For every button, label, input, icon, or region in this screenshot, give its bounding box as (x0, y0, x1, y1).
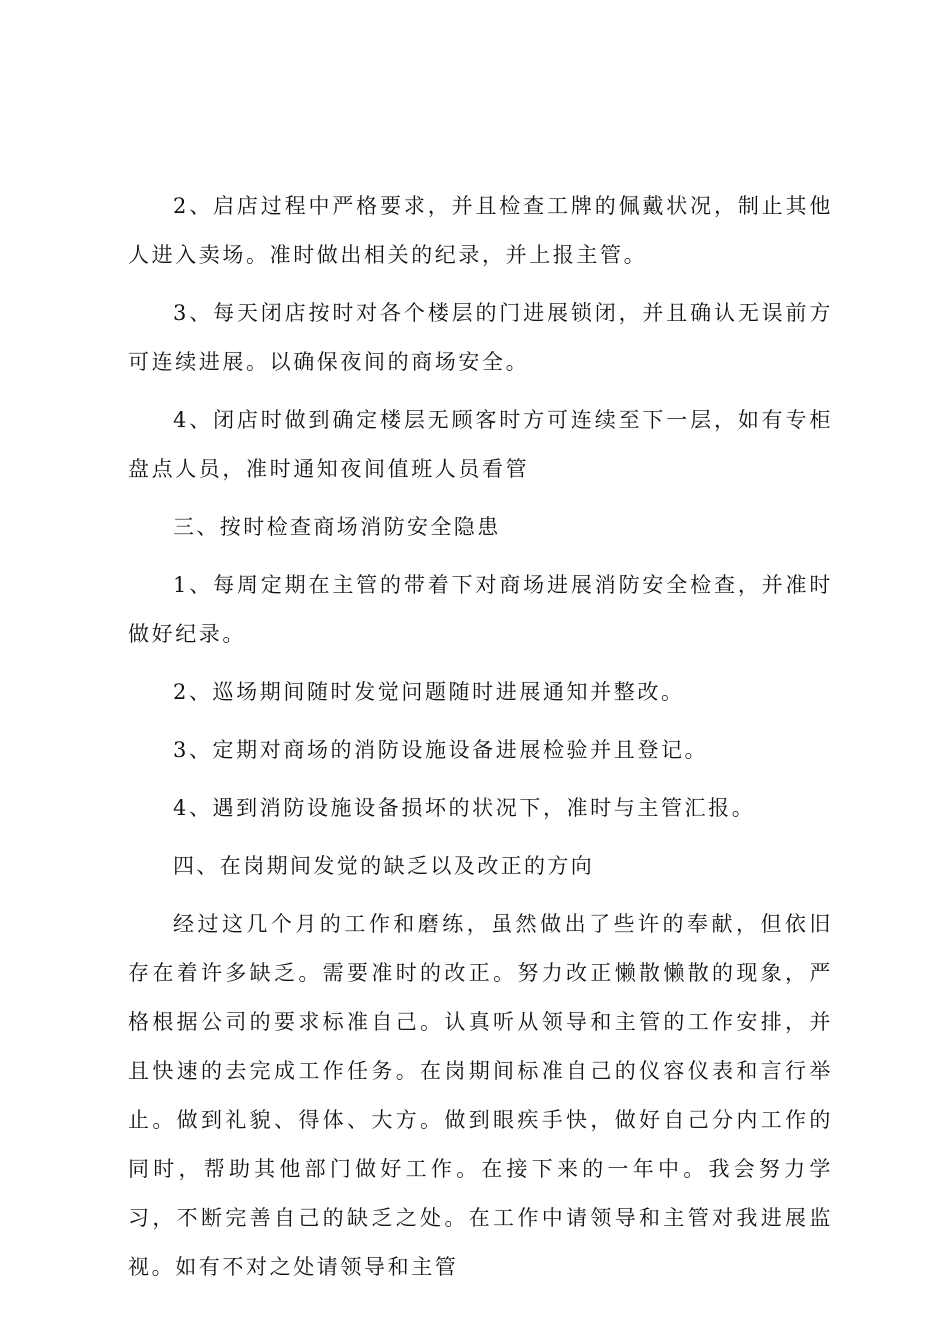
section-heading-3: 三、按时检查商场消防安全隐患 (173, 515, 501, 539)
paragraph-item-4: 4、闭店时做到确定楼层无顾客时方可连续至下一层，如有专柜盘点人员，准时通知夜间值班人员看管 (128, 408, 833, 481)
section-heading-4: 四、在岗期间发觉的缺乏以及改正的方向 (173, 854, 595, 878)
paragraph-fire-1: 1、每周定期在主管的带着下对商场进展消防安全检查，并准时做好纪录。 (128, 573, 833, 646)
paragraph-fire-3: 3、定期对商场的消防设施设备进展检验并且登记。 (173, 738, 709, 762)
document-body (128, 182, 833, 1301)
paragraph-summary: 经过这几个月的工作和磨练，虽然做出了些许的奉献，但依旧存在着许多缺乏。需要准时的改正。努力改正懒散懒散的现象，严格根据公司的要求标准自己。认真听从领导和主管的工作安排，并且快速的去完成工作任务。在岗期间标准自己的仪容仪表和言行举止。做到礼貌、得体、大方。做到眼疾手快，做好自己分内工作的同时，帮助其他部门做好工作。在接下来的一年中。我会努力学习，不断完善自己的缺乏之处。在工作中请领导和主管对我进展监视。如有不对之处请领导和主管 (128, 912, 833, 1279)
paragraph-item-2: 2、启店过程中严格要求，并且检查工牌的佩戴状况，制止其他人进入卖场。准时做出相关的纪录，并上报主管。 (128, 194, 833, 267)
paragraph-item-3: 3、每天闭店按时对各个楼层的门进展锁闭，并且确认无误前方可连续进展。以确保夜间的商场安全。 (128, 301, 833, 374)
paragraph-fire-4: 4、遇到消防设施设备损坏的状况下，准时与主管汇报。 (173, 796, 756, 820)
paragraph-fire-2: 2、巡场期间随时发觉问题随时进展通知并整改。 (173, 680, 685, 704)
